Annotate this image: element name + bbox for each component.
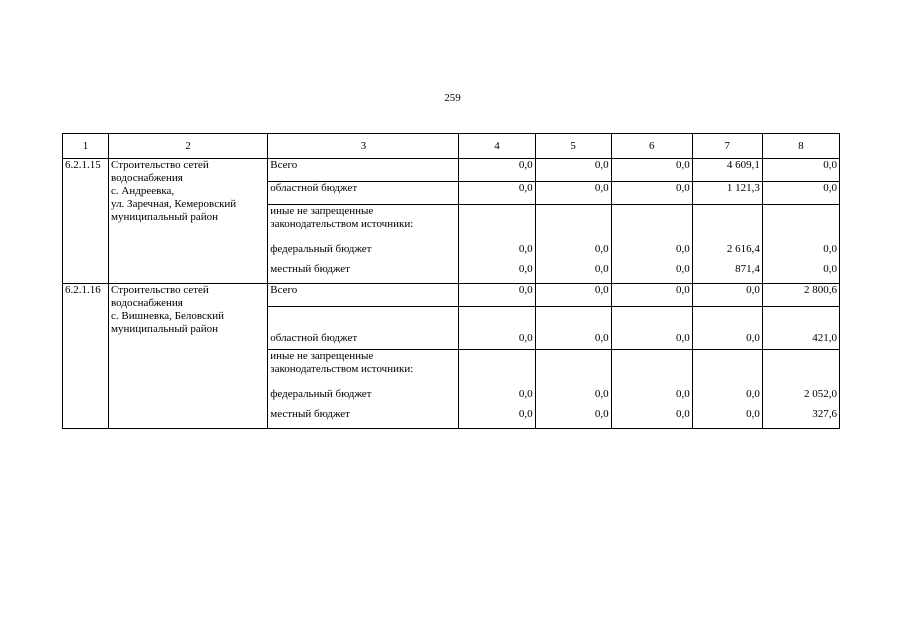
value-cell: 2 052,0 <box>762 388 839 408</box>
table-row <box>63 159 840 182</box>
column-header: 6 <box>611 134 692 159</box>
value-cell: 0,0 <box>611 243 692 263</box>
funding-source: местный бюджет <box>268 408 459 429</box>
value-cell: 0,0 <box>535 307 611 350</box>
item-name-line: с. Вишневка, Беловский муниципальный район <box>111 310 224 335</box>
table-row <box>63 284 840 307</box>
value-cell: 0,0 <box>535 408 611 429</box>
value-cell: 1 121,3 <box>692 182 762 205</box>
column-header: 4 <box>459 134 535 159</box>
value-cell: 0,0 <box>762 159 839 182</box>
table-header-row <box>63 134 840 159</box>
value-cell: 0,0 <box>762 263 839 284</box>
column-header: 1 <box>63 134 109 159</box>
value-cell: 0,0 <box>611 284 692 307</box>
value-cell: 0,0 <box>459 408 535 429</box>
value-cell <box>459 350 535 389</box>
column-header: 7 <box>692 134 762 159</box>
value-cell: 0,0 <box>535 243 611 263</box>
item-name-line: ул. Заречная, Кемеровский муниципальный район <box>111 198 237 223</box>
value-cell <box>692 350 762 389</box>
value-cell: 0,0 <box>535 182 611 205</box>
item-name-line: с. Андреевка, <box>111 185 175 197</box>
value-cell: 0,0 <box>459 284 535 307</box>
value-cell <box>762 350 839 389</box>
column-header: 2 <box>109 134 268 159</box>
funding-source: федеральный бюджет <box>268 388 459 408</box>
value-cell: 0,0 <box>692 307 762 350</box>
value-cell: 0,0 <box>611 182 692 205</box>
value-cell: 0,0 <box>611 159 692 182</box>
value-cell: 0,0 <box>692 408 762 429</box>
funding-source: местный бюджет <box>268 263 459 284</box>
item-code: 6.2.1.15 <box>63 159 109 284</box>
value-cell: 327,6 <box>762 408 839 429</box>
value-cell: 0,0 <box>611 307 692 350</box>
column-header: 5 <box>535 134 611 159</box>
budget-table <box>62 133 840 429</box>
value-cell: 421,0 <box>762 307 839 350</box>
column-header: 3 <box>268 134 459 159</box>
value-cell: 0,0 <box>611 388 692 408</box>
value-cell: 0,0 <box>459 388 535 408</box>
item-code: 6.2.1.16 <box>63 284 109 429</box>
value-cell: 2 616,4 <box>692 243 762 263</box>
value-cell: 0,0 <box>535 263 611 284</box>
value-cell: 0,0 <box>535 388 611 408</box>
funding-source: областной бюджет <box>268 307 459 350</box>
value-cell: 0,0 <box>692 388 762 408</box>
value-cell <box>459 205 535 244</box>
funding-source: иные не запрещенные законодательством источники: <box>268 205 459 244</box>
value-cell <box>535 205 611 244</box>
funding-source: областной бюджет <box>268 182 459 205</box>
value-cell: 2 800,6 <box>762 284 839 307</box>
value-cell: 0,0 <box>535 284 611 307</box>
value-cell: 0,0 <box>692 284 762 307</box>
value-cell: 0,0 <box>611 263 692 284</box>
funding-source: Всего <box>268 284 459 307</box>
value-cell <box>692 205 762 244</box>
value-cell: 0,0 <box>762 243 839 263</box>
item-name <box>109 159 268 284</box>
value-cell: 0,0 <box>459 182 535 205</box>
value-cell <box>535 350 611 389</box>
value-cell: 0,0 <box>535 159 611 182</box>
column-header: 8 <box>762 134 839 159</box>
funding-source: Всего <box>268 159 459 182</box>
value-cell <box>611 350 692 389</box>
value-cell: 871,4 <box>692 263 762 284</box>
funding-source: иные не запрещенные законодательством источники: <box>268 350 459 389</box>
value-cell: 0,0 <box>459 263 535 284</box>
page-number: 259 <box>444 92 461 104</box>
value-cell: 0,0 <box>762 182 839 205</box>
value-cell: 4 609,1 <box>692 159 762 182</box>
item-name-line: Строительство сетей водоснабжения <box>111 159 209 184</box>
value-cell <box>762 205 839 244</box>
item-name <box>109 284 268 429</box>
value-cell: 0,0 <box>459 243 535 263</box>
value-cell: 0,0 <box>459 307 535 350</box>
value-cell: 0,0 <box>459 159 535 182</box>
funding-source: федеральный бюджет <box>268 243 459 263</box>
item-name-line: Строительство сетей водоснабжения <box>111 284 209 309</box>
value-cell <box>611 205 692 244</box>
value-cell: 0,0 <box>611 408 692 429</box>
